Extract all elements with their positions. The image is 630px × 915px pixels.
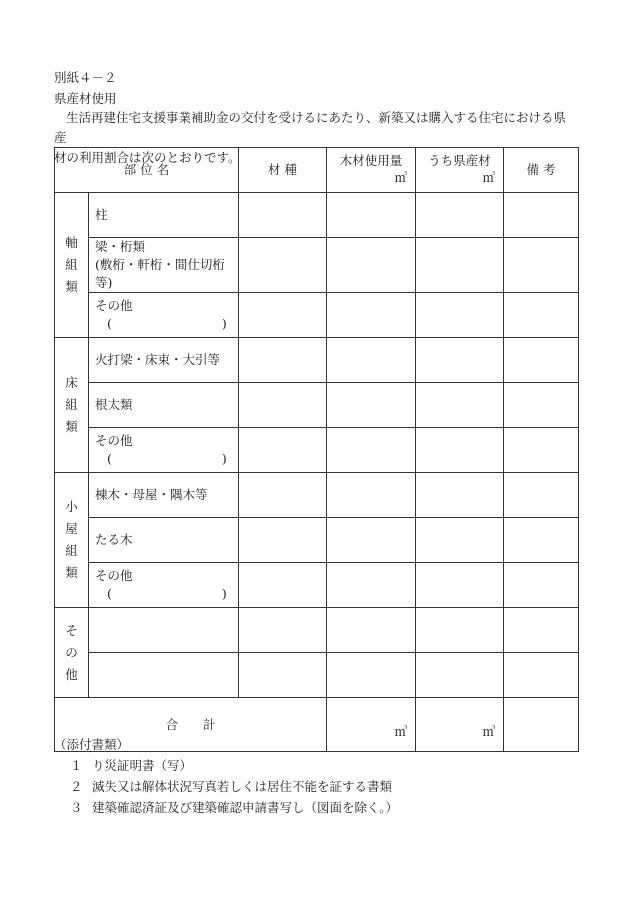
total-prefectural[interactable] (416, 698, 504, 752)
paren-open: ( (107, 316, 112, 331)
wood-usage-cell[interactable] (327, 383, 416, 428)
prefectural-cell[interactable] (416, 238, 504, 293)
table-row (55, 293, 579, 338)
attachment-item-text: 滅失又は解体状況写真若しくは居住不能を証する書類 (92, 779, 393, 794)
remarks-cell[interactable] (504, 193, 579, 238)
table-row (55, 608, 579, 653)
part-item-name: 柱 (95, 207, 108, 222)
part-item (89, 473, 239, 518)
prefectural-cell[interactable] (416, 383, 504, 428)
remarks-cell[interactable] (504, 428, 579, 473)
header-wood-usage (327, 148, 416, 193)
part-item-name: その他 (95, 433, 133, 448)
table-row (55, 238, 579, 293)
total-prefectural-unit: ㎥ (482, 724, 496, 739)
prefectural-cell[interactable] (416, 653, 504, 698)
group-label (55, 193, 89, 338)
attachment-item-text: り災証明書（写） (92, 758, 193, 773)
part-item-name: 火打梁・床束・大引等 (95, 352, 221, 367)
intro-line-2: 材の利用割合は次のとおりです。 (54, 150, 241, 165)
material-cell[interactable] (239, 428, 327, 473)
paren-close: ) (221, 451, 227, 466)
material-cell[interactable] (239, 193, 327, 238)
prefectural-cell[interactable] (416, 338, 504, 383)
part-item (89, 238, 239, 293)
header-part-name: 部 位 名 (55, 148, 239, 193)
wood-usage-cell[interactable] (327, 293, 416, 338)
table-row (55, 428, 579, 473)
remarks-cell[interactable] (504, 383, 579, 428)
wood-usage-cell[interactable] (327, 193, 416, 238)
attachment-item-number: ３ (70, 800, 83, 815)
part-item-name: その他 (95, 568, 133, 583)
remarks-cell[interactable] (504, 473, 579, 518)
material-cell[interactable] (239, 338, 327, 383)
attachment-item (54, 755, 398, 776)
part-item-name: たる木 (95, 532, 133, 547)
header-wood-usage-label: 木材使用量 (339, 153, 403, 168)
part-item (89, 193, 239, 238)
total-remarks[interactable] (504, 698, 579, 752)
part-item (89, 293, 239, 338)
group-label-text: 軸 組 類 (65, 235, 78, 294)
header-material: 材 種 (239, 148, 327, 193)
header-prefectural-unit: ㎥ (482, 170, 496, 185)
part-item-other-blank (95, 315, 238, 333)
header-remarks: 備 考 (504, 148, 579, 193)
attachment-item-text: 建築確認済証及び建築確認申請書写し（図面を除く。） (92, 800, 399, 815)
material-cell[interactable] (239, 473, 327, 518)
intro-line-1: 生活再建住宅支援事業補助金の交付を受けるにあたり、新築又は購入する住宅における県産 (54, 110, 567, 145)
remarks-cell[interactable] (504, 653, 579, 698)
remarks-cell[interactable] (504, 238, 579, 293)
material-cell[interactable] (239, 518, 327, 563)
paren-close: ) (221, 586, 227, 601)
wood-usage-cell[interactable] (327, 428, 416, 473)
wood-usage-cell[interactable] (327, 238, 416, 293)
group-label-text: 小 屋 組 類 (65, 499, 78, 580)
part-item (89, 338, 239, 383)
prefectural-cell[interactable] (416, 293, 504, 338)
part-item-name: 梁・桁類 (敷桁・軒桁・間仕切桁等) (95, 239, 225, 290)
part-item (89, 383, 239, 428)
wood-usage-cell[interactable] (327, 608, 416, 653)
attachment-item (54, 776, 398, 797)
material-cell[interactable] (239, 653, 327, 698)
table-row (55, 383, 579, 428)
remarks-cell[interactable] (504, 563, 579, 608)
attachment-item-number: ２ (70, 779, 83, 794)
total-wood-usage-unit: ㎥ (394, 724, 408, 739)
material-cell[interactable] (239, 383, 327, 428)
remarks-cell[interactable] (504, 518, 579, 563)
part-item-name: その他 (95, 298, 133, 313)
group-label (55, 338, 89, 473)
paren-open: ( (107, 586, 112, 601)
part-item (89, 428, 239, 473)
part-item-other-blank (95, 450, 238, 468)
header-wood-usage-unit: ㎥ (394, 170, 408, 185)
material-cell[interactable] (239, 293, 327, 338)
table-row (55, 563, 579, 608)
part-item (89, 518, 239, 563)
table-row (55, 338, 579, 383)
part-item (89, 653, 239, 698)
group-label-text: そ の 他 (65, 622, 78, 682)
wood-usage-cell[interactable] (327, 518, 416, 563)
header-prefectural (416, 148, 504, 193)
header-prefectural-label: うち県産材 (428, 153, 491, 168)
part-item-name: 根太類 (95, 397, 133, 412)
table-row (55, 193, 579, 238)
prefectural-cell[interactable] (416, 193, 504, 238)
attachment-item-number: １ (70, 758, 83, 773)
material-cell[interactable] (239, 608, 327, 653)
table-row (55, 518, 579, 563)
material-cell[interactable] (239, 563, 327, 608)
wood-usage-cell[interactable] (327, 338, 416, 383)
table-row (55, 473, 579, 518)
prefectural-cell[interactable] (416, 518, 504, 563)
material-usage-table (54, 147, 579, 752)
prefectural-cell[interactable] (416, 428, 504, 473)
material-cell[interactable] (239, 238, 327, 293)
wood-usage-cell[interactable] (327, 653, 416, 698)
attachment-number: 別紙４－２ (54, 70, 117, 85)
attachments-title: （添付書類） (54, 737, 130, 752)
remarks-cell[interactable] (504, 608, 579, 653)
wood-usage-cell[interactable] (327, 563, 416, 608)
part-item-other-blank (95, 585, 238, 603)
group-label-text: 床 組 類 (65, 375, 78, 434)
prefectural-cell[interactable] (416, 473, 504, 518)
wood-usage-cell[interactable] (327, 473, 416, 518)
paren-open: ( (107, 451, 112, 466)
header-row (55, 148, 579, 193)
table-row (55, 653, 579, 698)
remarks-cell[interactable] (504, 293, 579, 338)
part-item (89, 563, 239, 608)
document-title: 県産材使用 (54, 91, 117, 106)
prefectural-cell[interactable] (416, 608, 504, 653)
group-label (55, 608, 89, 698)
part-item-name: 棟木・母屋・隅木等 (95, 487, 208, 502)
prefectural-cell[interactable] (416, 563, 504, 608)
total-label: 合 計 (55, 698, 327, 752)
part-item (89, 608, 239, 653)
group-label (55, 473, 89, 608)
attachments-list (54, 734, 398, 818)
attachment-item (54, 797, 398, 818)
paren-close: ) (221, 316, 227, 331)
remarks-cell[interactable] (504, 338, 579, 383)
